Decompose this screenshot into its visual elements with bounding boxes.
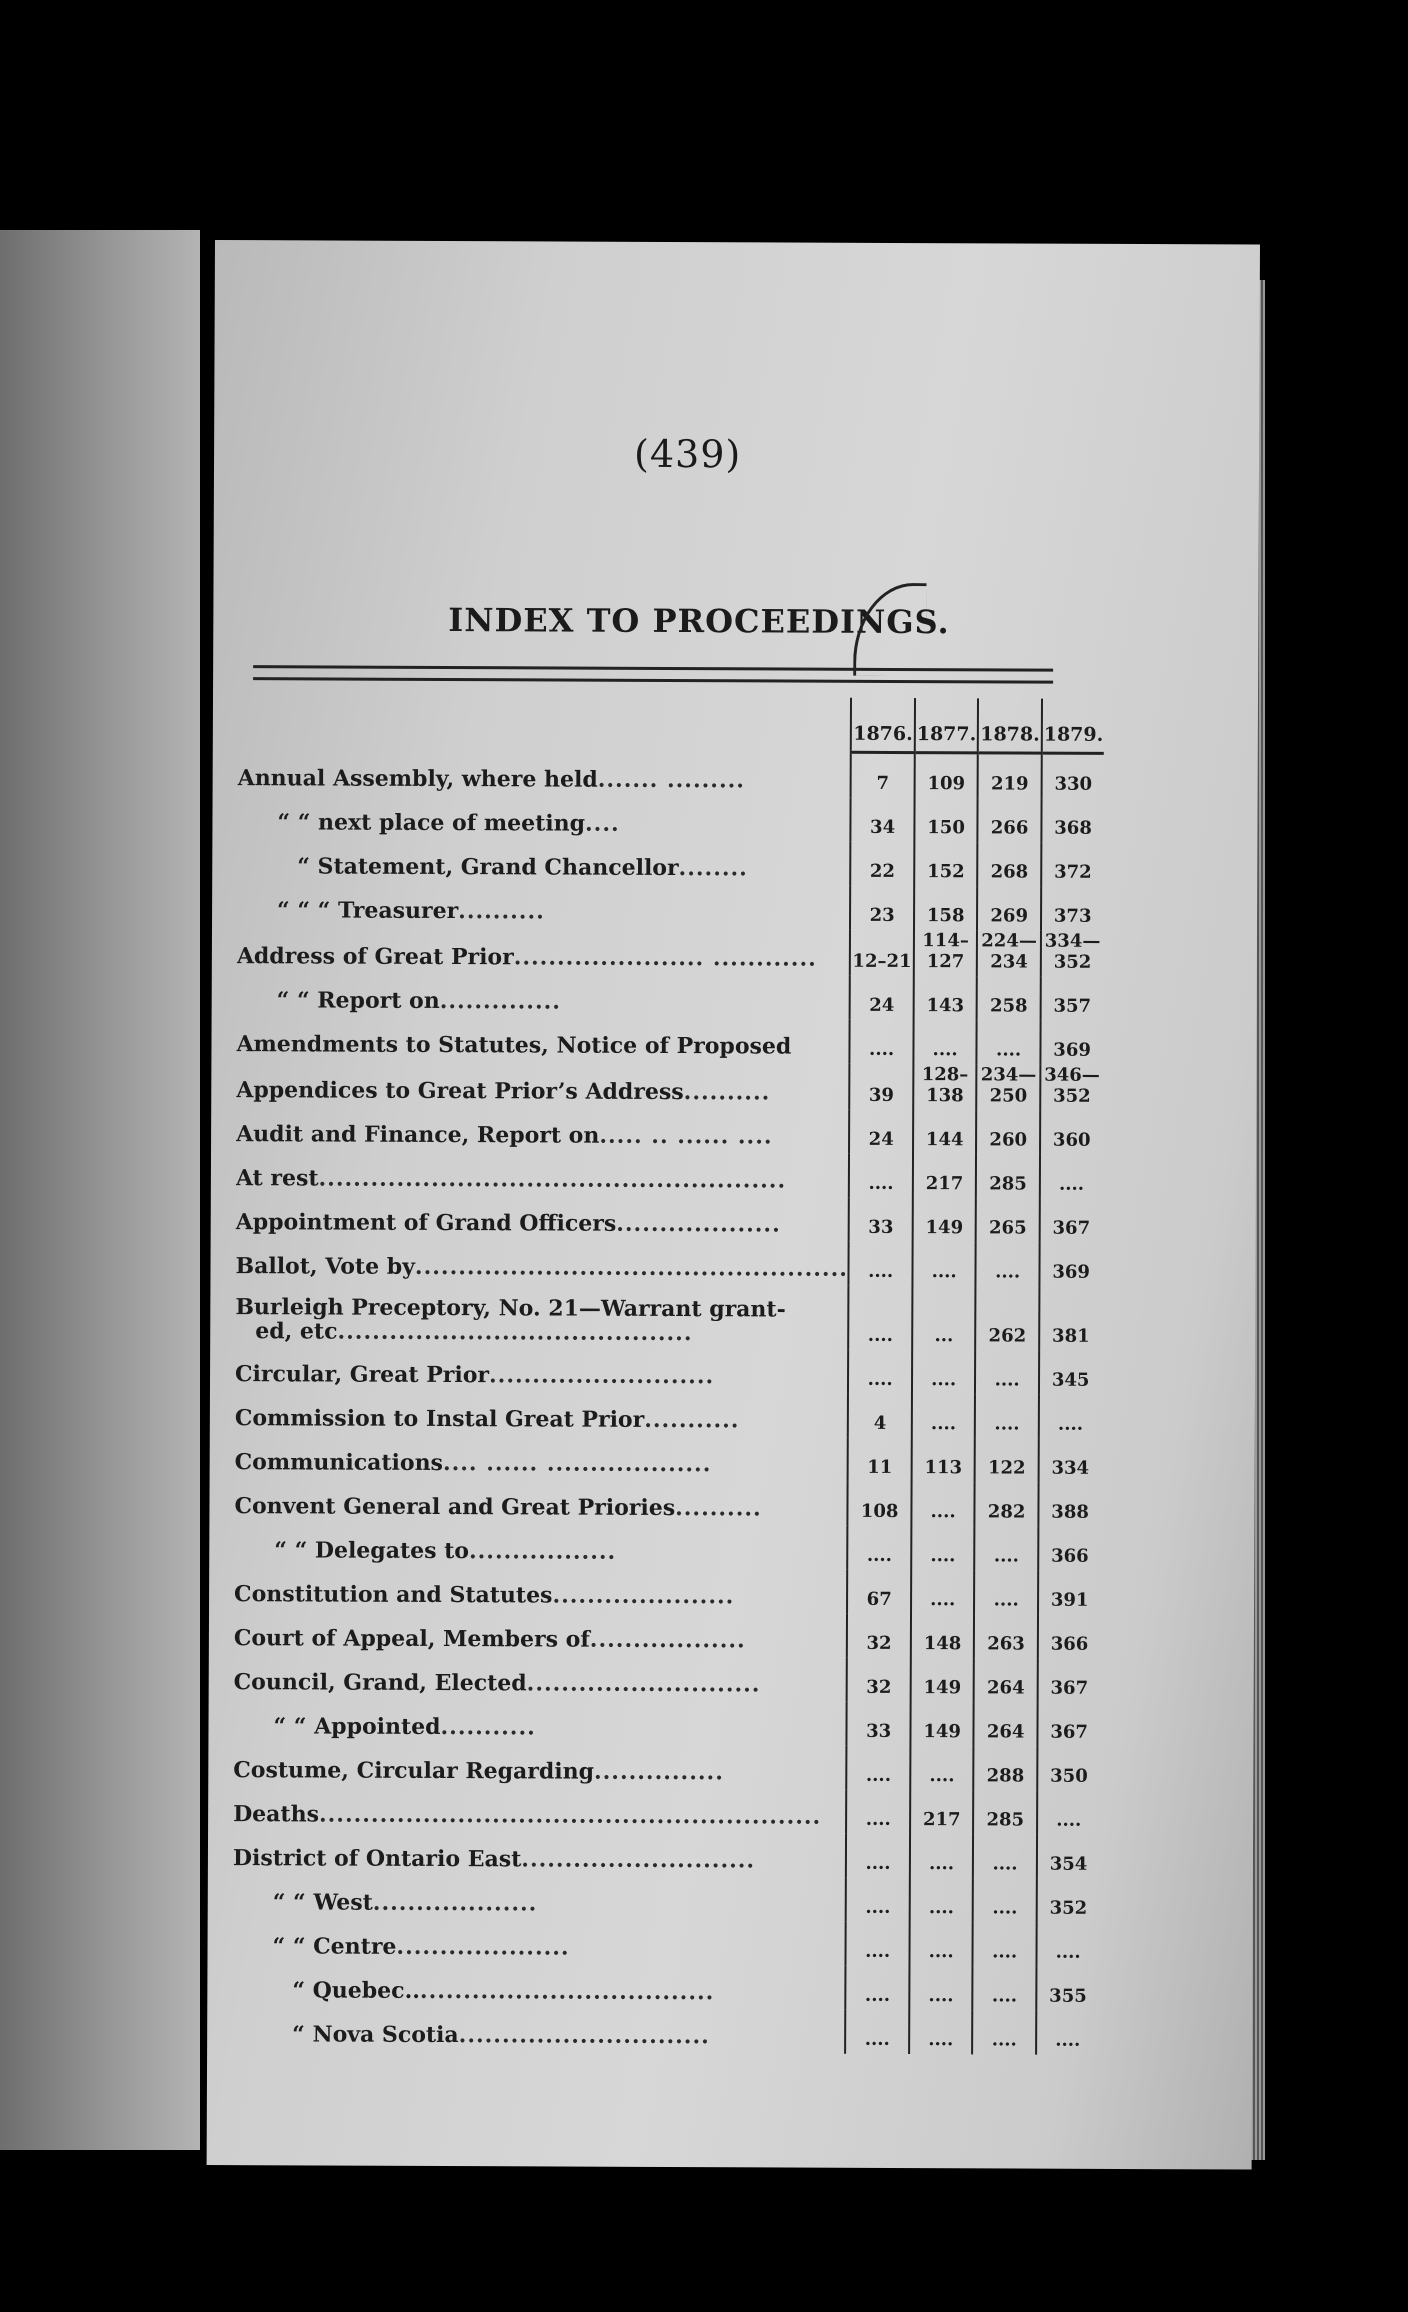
entry-label-cell (234, 1611, 848, 1658)
page-ref-cell: .... (1040, 1155, 1103, 1199)
dot-leader: ..................... (552, 1582, 735, 1610)
document-page (207, 240, 1260, 2170)
page-ref-cell: 67 (847, 1570, 911, 1614)
page-ref-cell: 269 (977, 886, 1041, 930)
entry-label: Address of Great Prior (236, 943, 514, 971)
dot-leader: ......................................... (337, 1318, 693, 1347)
table-row (237, 927, 1104, 977)
page-ref-cell: 23 (850, 886, 914, 930)
page-ref-cell: 149 (910, 1702, 974, 1746)
table-row (236, 1017, 1103, 1065)
dot-leader: ........ (678, 855, 748, 882)
page-ref-cell: 262 (976, 1286, 1040, 1350)
page-ref-cell: 114–127 (914, 930, 978, 976)
entry-label-cell (236, 1017, 850, 1064)
page-ref-cell: 265 (976, 1198, 1040, 1242)
dot-leader: .................. (589, 1626, 746, 1654)
page-ref-cell: .... (973, 1878, 1037, 1922)
entry-label-cell (234, 1567, 848, 1614)
dot-leader: ...................... ............ (513, 944, 817, 972)
dot-leader: ............... (593, 1758, 724, 1786)
entry-label-cell (237, 883, 851, 930)
entry-label-cell (232, 1919, 846, 1966)
table-row (235, 1435, 1102, 1483)
dot-leader: .... (584, 810, 620, 837)
entry-label-cell (233, 1875, 847, 1922)
page-ref-cell: .... (909, 1966, 973, 2010)
dot-leader: .......................... (488, 1362, 715, 1390)
page-ref-cell: 219 (978, 753, 1042, 799)
table-row (236, 1151, 1103, 1199)
page-ref-cell: 128–138 (913, 1064, 977, 1110)
page-ref-cell: 367 (1037, 1703, 1100, 1747)
dot-leader: .......... (683, 1079, 771, 1106)
entry-label-cell (236, 1061, 850, 1110)
entry-label: At rest (235, 1165, 319, 1192)
page-ref-cell: 33 (849, 1198, 913, 1242)
column-header: 1876. (851, 698, 915, 753)
table-row (235, 1239, 1102, 1287)
entry-label-cell (236, 1107, 850, 1154)
dot-leader: ................... (616, 1210, 781, 1238)
table-row (232, 2007, 1099, 2055)
page-ref-cell: 149 (913, 1198, 977, 1242)
entry-label-cell (235, 1347, 849, 1394)
page-ref-cell: 12–21 (850, 930, 914, 976)
header-row (238, 695, 1105, 753)
page-ref-cell: 34 (851, 798, 915, 842)
entry-label-continuation: ed, etc (255, 1318, 338, 1345)
page-ref-cell: .... (848, 1526, 912, 1570)
page-ref-cell: 158 (914, 886, 978, 930)
page-ref-cell: 217 (913, 1154, 977, 1198)
page-ref-cell: 24 (849, 1110, 913, 1154)
entry-label: “ “ Delegates to (274, 1537, 470, 1565)
table-row (238, 750, 1105, 799)
table-row (233, 1743, 1100, 1791)
entry-label: Deaths (233, 1801, 320, 1828)
page-ref-cell: 346—352 (1040, 1065, 1103, 1111)
page-ref-cell: .... (1036, 1923, 1099, 1967)
page-ref-cell: .... (973, 1834, 1037, 1878)
dot-leader: ........................... (521, 1846, 756, 1874)
page-ref-cell: 352 (1037, 1879, 1100, 1923)
dot-leader: ........... (644, 1406, 740, 1434)
table-row (237, 883, 1104, 931)
page-ref-cell: 369 (1039, 1243, 1102, 1287)
page-ref-cell: .... (975, 1350, 1039, 1394)
page-ref-cell: .... (912, 1350, 976, 1394)
page-ref-cell: 22 (851, 842, 915, 886)
title-double-rule (253, 665, 1053, 683)
page-ref-cell: .... (909, 1922, 973, 1966)
entry-label-cell (233, 1831, 847, 1878)
table-row (234, 1655, 1101, 1703)
dot-leader: .................................. (419, 1977, 715, 2006)
page-ref-cell: 149 (911, 1658, 975, 1702)
page-ref-cell: .... (910, 1878, 974, 1922)
entry-label: “ Quebec.. (292, 1977, 420, 2004)
page-ref-cell: 264 (974, 1658, 1038, 1702)
page-ref-cell: 143 (914, 976, 978, 1020)
page-ref-cell: 152 (914, 842, 978, 886)
page-ref-cell: 122 (975, 1438, 1039, 1482)
page-ref-cell: 32 (847, 1658, 911, 1702)
table-row (235, 1283, 1102, 1351)
page-ref-cell: .... (910, 1834, 974, 1878)
page-ref-cell: 285 (973, 1790, 1037, 1834)
entry-label: “ “ Centre (272, 1933, 397, 1960)
entry-label: Court of Appeal, Members of (233, 1625, 590, 1653)
table-row (234, 1523, 1101, 1571)
dot-leader: ................. (468, 1538, 617, 1565)
entry-label-cell (233, 1787, 847, 1834)
entry-label-cell (235, 1435, 849, 1482)
table-row (233, 1831, 1100, 1879)
entry-label: Ballot, Vote by (235, 1253, 416, 1280)
page-ref-cell: .... (846, 1966, 910, 2010)
entry-label-cell (234, 1655, 848, 1702)
dot-leader: ........... (440, 1713, 536, 1741)
dot-leader: .............. (439, 987, 562, 1015)
page-ref-cell: 366 (1038, 1615, 1101, 1659)
page-ref-cell: .... (850, 1020, 914, 1064)
adjacent-left-page (0, 230, 200, 2150)
table-row (233, 1787, 1100, 1835)
page-ref-cell: 360 (1040, 1111, 1103, 1155)
page-ref-cell: 148 (911, 1614, 975, 1658)
page-ref-cell: .... (909, 2010, 973, 2054)
page-ref-cell: 258 (977, 976, 1041, 1020)
page-ref-cell: .... (975, 1526, 1039, 1570)
page-ref-cell: .... (973, 1922, 1037, 1966)
entry-label: “ “ West (272, 1889, 373, 1916)
entry-label: “ “ next place of meeting (277, 809, 586, 837)
entry-label: Convent General and Great Priories (234, 1493, 676, 1522)
dot-leader: ....... ......... (597, 766, 746, 794)
page-ref-cell: .... (910, 1746, 974, 1790)
page-ref-cell: 11 (848, 1438, 912, 1482)
table-row (232, 1919, 1099, 1967)
page-ref-cell: 24 (850, 976, 914, 1020)
page-ref-cell: 109 (914, 753, 978, 799)
page-ref-cell: .... (911, 1570, 975, 1614)
table-row (236, 1061, 1103, 1111)
entry-label: “ “ “ Treasurer (277, 897, 459, 925)
dot-leader: .......... (675, 1495, 762, 1522)
entry-label: Commission to Instal Great Prior (234, 1405, 645, 1433)
page-ref-cell: .... (846, 1790, 910, 1834)
page-ref-cell: 366 (1038, 1527, 1101, 1571)
handwritten-mark (853, 583, 926, 676)
page-ref-cell: 330 (1041, 753, 1104, 799)
table-row (237, 839, 1104, 887)
entry-label: Burleigh Preceptory, No. 21—Warrant grant- (235, 1294, 786, 1323)
entry-label-cell (234, 1523, 848, 1570)
page-ref-cell: 260 (976, 1110, 1040, 1154)
entry-label-cell (237, 839, 851, 886)
page-ref-cell: 391 (1038, 1571, 1101, 1615)
page-ref-cell: 367 (1040, 1199, 1103, 1243)
page-ref-cell: 144 (913, 1110, 977, 1154)
dot-leader: ..... .. ...... .... (599, 1122, 773, 1150)
table-row (233, 1875, 1100, 1923)
entry-label: Appendices to Great Prior’s Address (236, 1077, 684, 1106)
page-ref-cell: .... (849, 1154, 913, 1198)
page-ref-cell: 381 (1039, 1287, 1102, 1351)
page-ref-cell: 282 (975, 1482, 1039, 1526)
page-title: INDEX TO PROCEEDINGS. (448, 601, 950, 642)
page-ref-cell: .... (849, 1286, 913, 1350)
entry-label-cell (232, 1963, 846, 2010)
entry-label-cell (238, 750, 852, 798)
page-ref-cell: 372 (1041, 843, 1104, 887)
dot-leader: ........................... (526, 1670, 761, 1698)
page-ref-cell: 32 (847, 1614, 911, 1658)
table-row (237, 973, 1104, 1021)
entry-label: Constitution and Statutes (234, 1581, 553, 1609)
dot-leader: .... ...... ................... (442, 1450, 712, 1478)
page-ref-cell: 4 (848, 1394, 912, 1438)
table-row (235, 1391, 1102, 1439)
page-ref-cell: ... (912, 1286, 976, 1350)
table-row (236, 1107, 1103, 1155)
page-ref-cell: .... (912, 1242, 976, 1286)
dot-leader: .................................................. (414, 1253, 848, 1282)
page-ref-cell: 7 (851, 752, 915, 798)
page-ref-cell: .... (974, 1570, 1038, 1614)
page-ref-cell: .... (973, 1966, 1037, 2010)
page-ref-cell: .... (913, 1020, 977, 1064)
page-ref-cell: 334 (1038, 1439, 1101, 1483)
page-ref-cell: .... (972, 2010, 1036, 2054)
page-ref-cell: 288 (974, 1746, 1038, 1790)
page-ref-cell: .... (977, 1020, 1041, 1064)
page-ref-cell: .... (911, 1482, 975, 1526)
page-ref-cell: 268 (978, 842, 1042, 886)
entry-label: “ “ Report on (276, 987, 440, 1014)
entry-label: Council, Grand, Elected (233, 1669, 527, 1697)
page-ref-cell: .... (846, 1834, 910, 1878)
page-ref-cell: .... (846, 1878, 910, 1922)
page-ref-cell: 33 (847, 1702, 911, 1746)
column-header: 1878. (978, 698, 1042, 753)
page-ref-cell: 263 (974, 1614, 1038, 1658)
entry-label-cell (236, 1151, 850, 1198)
entry-label-cell (237, 927, 851, 976)
page-ref-cell: .... (1039, 1395, 1102, 1439)
table-row (235, 1347, 1102, 1395)
page-ref-cell: .... (848, 1350, 912, 1394)
page-ref-cell: 224—234 (977, 930, 1041, 976)
entry-label: Appointment of Grand Officers (235, 1209, 617, 1237)
page-ref-cell: 264 (974, 1702, 1038, 1746)
page-ref-cell: 234—250 (977, 1064, 1041, 1110)
dot-leader: ................... (372, 1889, 538, 1917)
entry-label-cell (232, 2007, 846, 2054)
column-header: 1877. (915, 698, 979, 753)
entry-label: Circular, Great Prior (234, 1361, 490, 1389)
entry-label-cell (233, 1699, 847, 1746)
page-ref-cell: 350 (1037, 1747, 1100, 1791)
page-ref-cell: 373 (1041, 887, 1104, 931)
page-ref-cell: .... (845, 2010, 909, 2054)
entry-label: Communications (234, 1449, 444, 1477)
entry-label: “ Statement, Grand Chancellor (297, 853, 679, 882)
page-number: (439) (633, 431, 742, 477)
page-ref-cell: .... (846, 1922, 910, 1966)
dot-leader: ...................................................... (318, 1165, 787, 1194)
entry-label-cell (235, 1239, 849, 1286)
dot-leader: ............................. (458, 2022, 710, 2050)
page-ref-cell: 217 (910, 1790, 974, 1834)
page-ref-cell: .... (1037, 1791, 1100, 1835)
table-row (237, 795, 1104, 843)
page-ref-cell: .... (976, 1242, 1040, 1286)
page-ref-cell: .... (912, 1394, 976, 1438)
table-row (232, 1963, 1099, 2011)
entry-label: “ Nova Scotia (292, 2021, 459, 2049)
entry-label-cell (233, 1743, 847, 1790)
entry-label-cell (234, 1479, 848, 1526)
index-table (232, 695, 1104, 2055)
entry-label-cell (235, 1391, 849, 1438)
table-row (234, 1567, 1101, 1615)
page-ref-cell: 345 (1039, 1351, 1102, 1395)
table-row (234, 1611, 1101, 1659)
label-column-header (238, 695, 852, 752)
page-ref-cell: 368 (1041, 799, 1104, 843)
entry-label: Amendments to Statutes, Notice of Proposed (236, 1031, 792, 1060)
dot-leader: .......... (458, 898, 545, 925)
page-ref-cell: 388 (1038, 1483, 1101, 1527)
page-ref-cell: 369 (1040, 1021, 1103, 1065)
page-ref-cell: .... (911, 1526, 975, 1570)
column-header: 1879. (1042, 699, 1105, 754)
page-ref-cell: .... (1036, 2011, 1099, 2055)
page-ref-cell: 113 (911, 1438, 975, 1482)
page-ref-cell: .... (847, 1746, 911, 1790)
page-ref-cell: 355 (1036, 1967, 1099, 2011)
page-ref-cell: 266 (978, 798, 1042, 842)
page-ref-cell: 39 (850, 1064, 914, 1110)
entry-label: District of Ontario East (232, 1845, 522, 1873)
page-ref-cell: 354 (1037, 1835, 1100, 1879)
page-ref-cell: 334—352 (1041, 931, 1104, 977)
dot-leader: .................... (396, 1933, 570, 1961)
entry-label-cell (237, 973, 851, 1020)
page-ref-cell: 108 (848, 1482, 912, 1526)
page-ref-cell: 285 (976, 1154, 1040, 1198)
entry-label: Audit and Finance, Report on (236, 1121, 600, 1149)
entry-label: Costume, Circular Regarding (233, 1757, 595, 1785)
page-ref-cell: 357 (1041, 977, 1104, 1021)
page-ref-cell: 150 (914, 798, 978, 842)
dot-leader: .......................................................... (318, 1801, 822, 1830)
page-ref-cell: .... (975, 1394, 1039, 1438)
entry-label-cell (236, 1195, 850, 1242)
entry-label: Annual Assembly, where held (237, 765, 598, 793)
entry-label-cell (235, 1283, 849, 1350)
table-row (236, 1195, 1103, 1243)
table-row (233, 1699, 1100, 1747)
table-row (234, 1479, 1101, 1527)
page-ref-cell: 367 (1038, 1659, 1101, 1703)
entry-label-cell (237, 795, 851, 842)
entry-label: “ “ Appointed (273, 1713, 441, 1740)
page-ref-cell: .... (849, 1242, 913, 1286)
